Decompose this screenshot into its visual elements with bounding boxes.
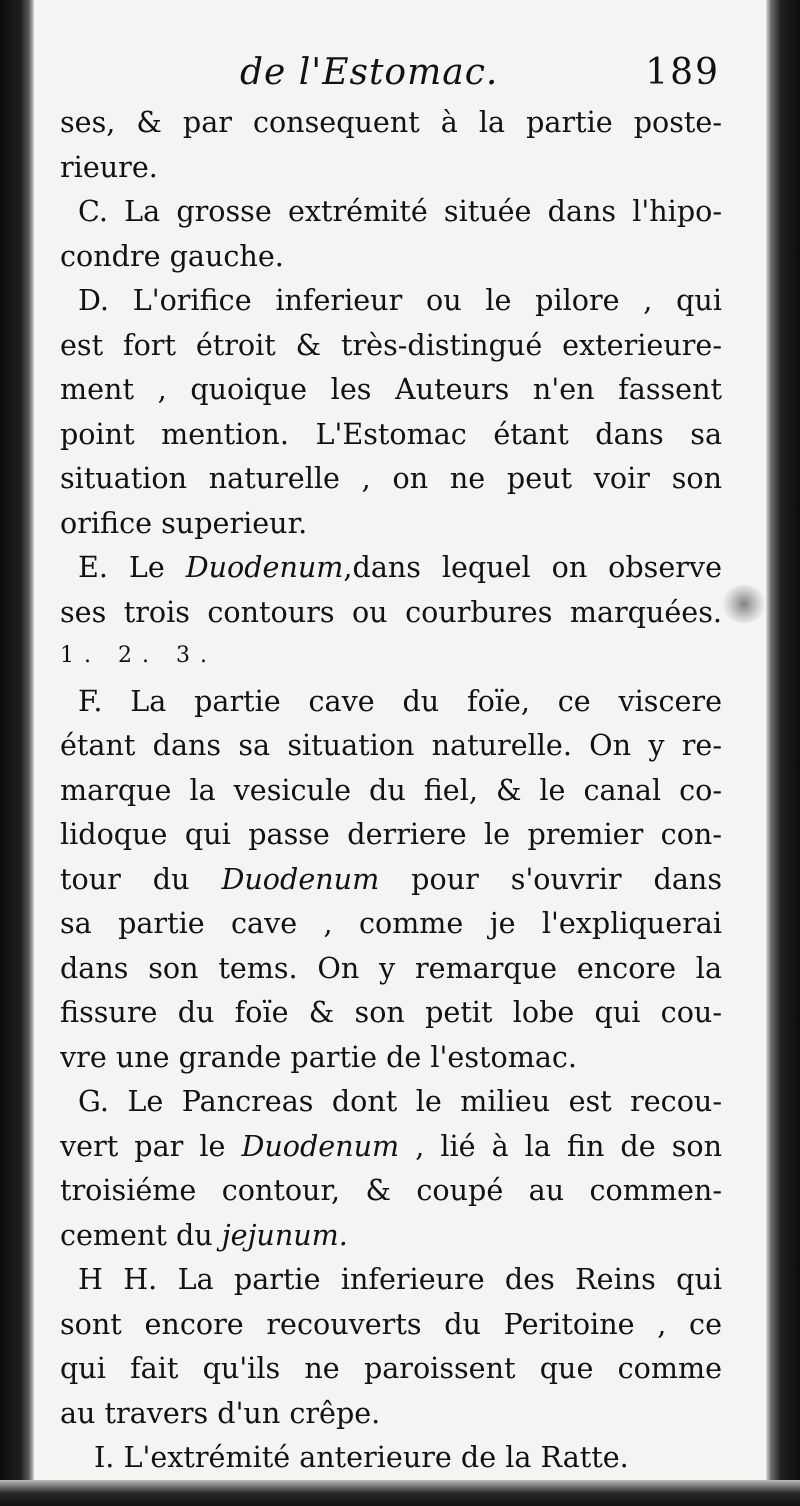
italic-term: Duodenum	[221, 861, 380, 896]
text-run: ment , quoique les Auteurs n'en fassent	[60, 372, 722, 406]
scan-shadow-left	[0, 0, 34, 1506]
text-run: cement du	[60, 1217, 222, 1252]
text-line	[60, 278, 722, 323]
text-line	[60, 901, 722, 946]
text-line	[60, 501, 722, 546]
text-run: condre gauche.	[60, 238, 284, 273]
text-run: étant dans sa situation naturelle. On y re-	[60, 728, 722, 762]
text-line	[60, 189, 722, 234]
text-run: ses trois contours ou courbures marquées.	[60, 594, 722, 629]
text-line	[60, 634, 722, 679]
text-line	[60, 679, 722, 724]
text-line	[60, 990, 722, 1035]
text-line	[60, 1168, 722, 1213]
text-line	[60, 145, 722, 190]
text-line	[60, 812, 722, 857]
text-run: pour s'ouvrir dans	[379, 861, 722, 896]
text-run: qui fait qu'ils ne paroissent que comme	[60, 1351, 722, 1385]
text-run: point mention. L'Estomac étant dans sa	[60, 416, 722, 451]
text-run: G. Le Pancreas dont le milieu est recou-	[78, 1084, 722, 1118]
text-line	[60, 456, 722, 501]
text-run: H H. La partie inferieure des Reins qui	[78, 1262, 722, 1296]
text-run: est fort étroit & très-distingué exterieure-	[60, 327, 722, 362]
text-run: marque la vesicule du fiel, & le canal co-	[60, 772, 722, 807]
text-line	[60, 1257, 722, 1302]
italic-term: Duodenum	[185, 550, 344, 584]
text-line	[60, 1213, 722, 1258]
text-line	[60, 100, 722, 145]
text-line	[60, 323, 722, 368]
text-line	[60, 545, 722, 590]
scan-shadow-right	[766, 0, 800, 1506]
text-run: 1. 2. 3.	[60, 643, 217, 668]
text-run: dans son tems. On y remarque encore la	[60, 950, 722, 985]
text-line	[60, 1035, 722, 1080]
text-run: au travers d'un crêpe.	[60, 1395, 381, 1430]
italic-term: jejunum.	[221, 1217, 348, 1252]
text-run: F. La partie cave du foïe, ce viscere	[78, 683, 722, 718]
running-title: de l'Estomac.	[240, 52, 499, 93]
text-line	[60, 768, 722, 813]
text-run: , lié à la fin de son	[399, 1128, 722, 1163]
scan-shadow-bottom	[0, 1480, 800, 1506]
text-run: troisiéme contour, & coupé au commen-	[60, 1173, 722, 1207]
text-run: vre une grande partie de l'estomac.	[60, 1039, 577, 1074]
text-line	[60, 1435, 722, 1480]
text-run: situation naturelle , on ne peut voir son	[60, 461, 722, 495]
text-run: I. L'extrémité anterieure de la Ratte.	[94, 1440, 629, 1474]
page-number: 189	[645, 52, 720, 93]
text-run: rieure.	[60, 149, 158, 184]
text-line	[60, 857, 722, 902]
text-line	[60, 1079, 722, 1124]
text-run: fissure du foïe & son petit lobe qui cou-	[60, 995, 722, 1029]
text-run: tour du	[60, 861, 222, 896]
text-run: E. Le	[78, 550, 186, 584]
text-line	[60, 1302, 722, 1347]
page-header	[230, 52, 730, 104]
text-line	[60, 723, 722, 768]
ink-stain	[722, 585, 766, 623]
text-line	[60, 590, 722, 635]
text-line	[60, 367, 722, 412]
text-run: sont encore recouverts du Peritoine , ce	[60, 1306, 722, 1341]
text-run: lidoque qui passe derriere le premier con-	[60, 817, 722, 851]
text-run: sa partie cave , comme je l'expliquerai	[60, 906, 722, 940]
body-text	[60, 100, 722, 1480]
text-line	[60, 946, 722, 991]
italic-term: Duodenum	[241, 1128, 400, 1163]
text-line	[60, 1346, 722, 1391]
text-line	[60, 412, 722, 457]
text-run: vert par le	[60, 1128, 242, 1163]
text-run: C. La grosse extrémité située dans l'hipo-	[78, 194, 722, 228]
text-run: ,dans lequel on observe	[343, 550, 722, 584]
text-run: ses, & par consequent à la partie poste-	[60, 105, 722, 139]
text-line	[60, 234, 722, 279]
text-line	[60, 1124, 722, 1169]
text-run: D. L'orifice inferieur ou le pilore , qui	[78, 283, 722, 317]
text-run: orifice superieur.	[60, 505, 308, 540]
text-line	[60, 1391, 722, 1436]
